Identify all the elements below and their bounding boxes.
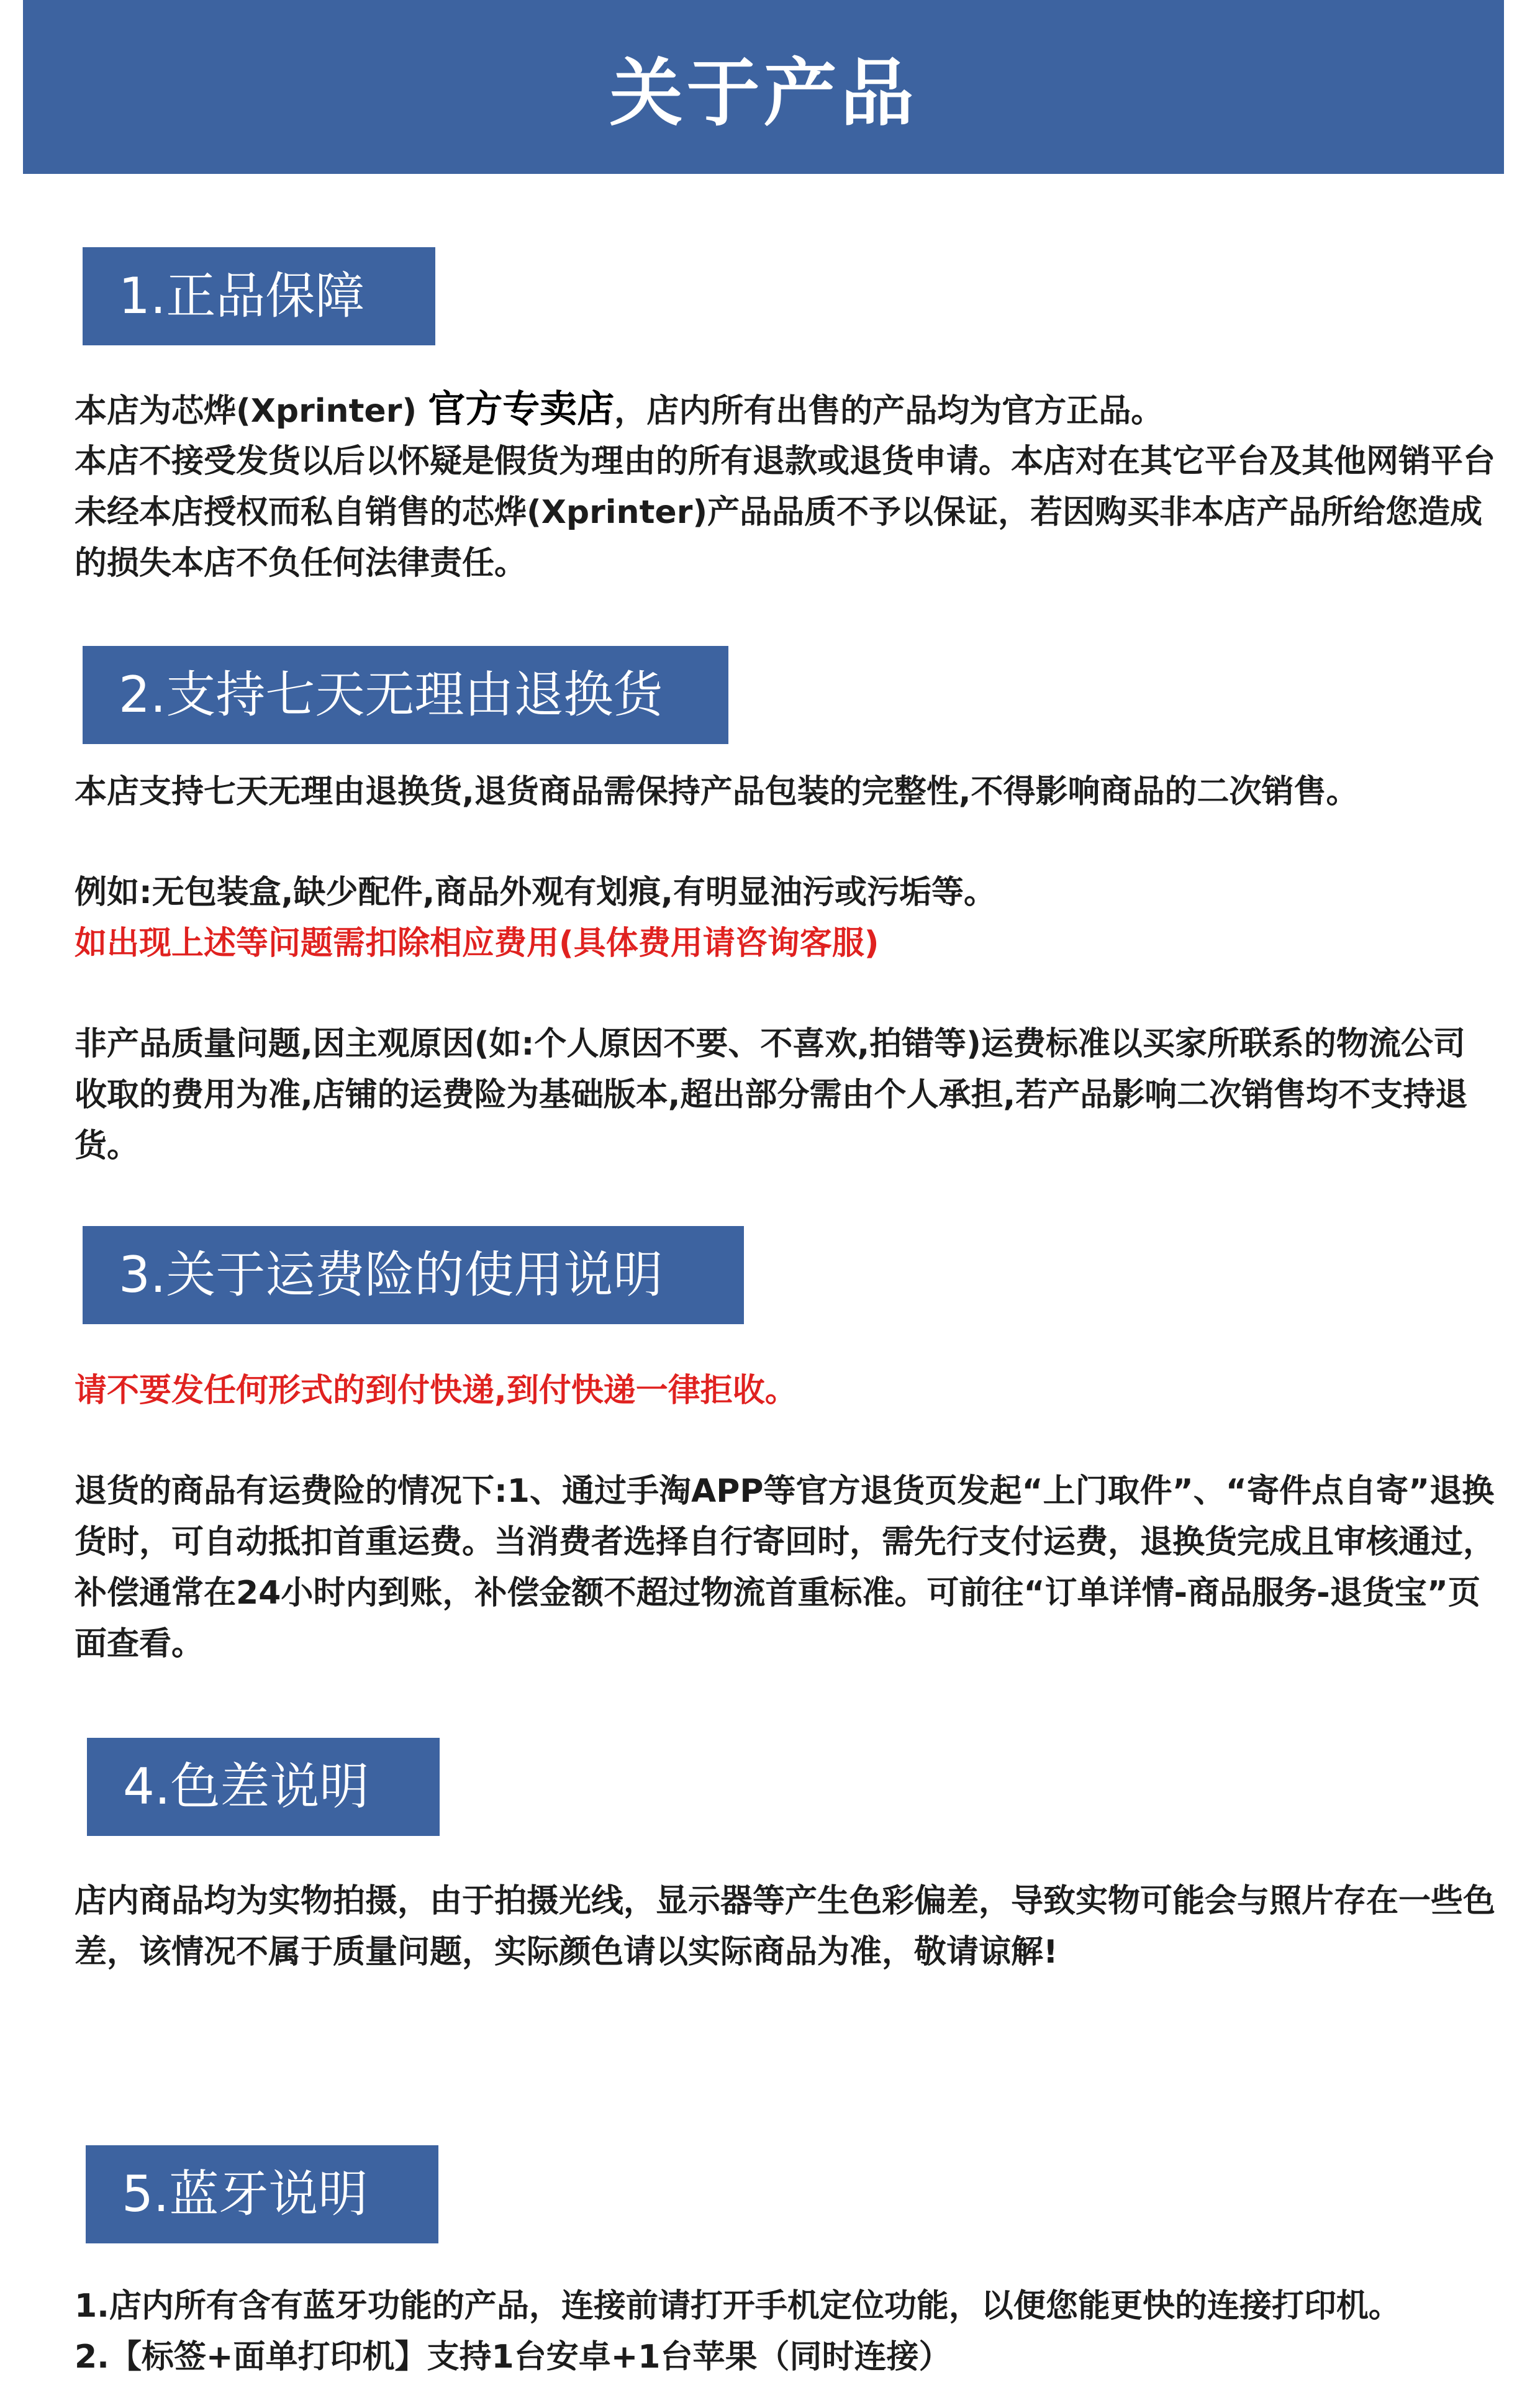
section-heading-shipping-insurance: 3.关于运费险的使用说明 [83, 1226, 744, 1324]
official-store-text: 官方专卖店 [428, 388, 615, 431]
authentic-paragraph-1 [75, 384, 1497, 437]
returns-paragraph-1: 本店支持七天无理由退换货,退货商品需保持产品包装的完整性,不得影响商品的二次销售。 [75, 773, 1359, 811]
returns-paragraph-4: 非产品质量问题,因主观原因(如:个人原因不要、不喜欢,拍错等)运费标准以买家所联系的物流公司收取的费用为准,店铺的运费险为基础版本,超出部分需由个人承担,若产品影响二次销售均不支持退货。 [75, 1025, 1468, 1165]
returns-fee-warning: 如出现上述等问题需扣除相应费用(具体费用请咨询客服) [75, 925, 879, 962]
authentic-intro-tail: ，店内所有出售的产品均为官方正品。 [614, 393, 1164, 430]
returns-example-text: 例如:无包装盒,缺少配件,商品外观有划痕,有明显油污或污垢等。 [75, 874, 997, 911]
page-title: 关于产品 [609, 50, 918, 136]
page-banner [23, 0, 1504, 174]
bluetooth-paragraph-1: 1.店内所有含有蓝牙功能的产品，连接前请打开手机定位功能，以便您能更快的连接打印机。 [75, 2287, 1401, 2325]
cod-refusal-warning: 请不要发任何形式的到付快递,到付快递一律拒收。 [75, 1372, 797, 1409]
section-heading-bluetooth: 5.蓝牙说明 [86, 2145, 438, 2243]
section-heading-authentic: 1.正品保障 [83, 247, 435, 345]
section-heading-returns: 2.支持七天无理由退换货 [83, 646, 728, 744]
section-heading-color-difference: 4.色差说明 [87, 1738, 440, 1836]
shipping-insurance-paragraph: 退货的商品有运费险的情况下:1、通过手淘APP等官方退货页发起“上门取件”、“寄件点自寄”退换货时，可自动抵扣首重运费。当消费者选择自行寄回时，需先行支付运费，退换货完成且审核通过，补偿通常在24小时内到账，补偿金额不超过物流首重标准。可前往“订单详情-商品服务-退货宝”页面查看。 [75, 1473, 1496, 1663]
authentic-paragraph-2: 本店不接受发货以后以怀疑是假货为理由的所有退款或退货申请。本店对在其它平台及其他网销平台未经本店授权而私自销售的芯烨(Xprinter)产品品质不予以保证，若因购买非本店产品所给您造成的损失本店不负任何法律责任。 [75, 443, 1496, 582]
color-difference-paragraph: 店内商品均为实物拍摄，由于拍摄光线，显示器等产生色彩偏差，导致实物可能会与照片存在一些色差，该情况不属于质量问题，实际颜色请以实际商品为准，敬请谅解! [75, 1883, 1496, 1971]
bluetooth-paragraph-2: 2.【标签+面单打印机】支持1台安卓+1台苹果（同时连接） [75, 2338, 951, 2376]
authentic-intro-text: 本店为芯烨(Xprinter) [75, 393, 428, 430]
